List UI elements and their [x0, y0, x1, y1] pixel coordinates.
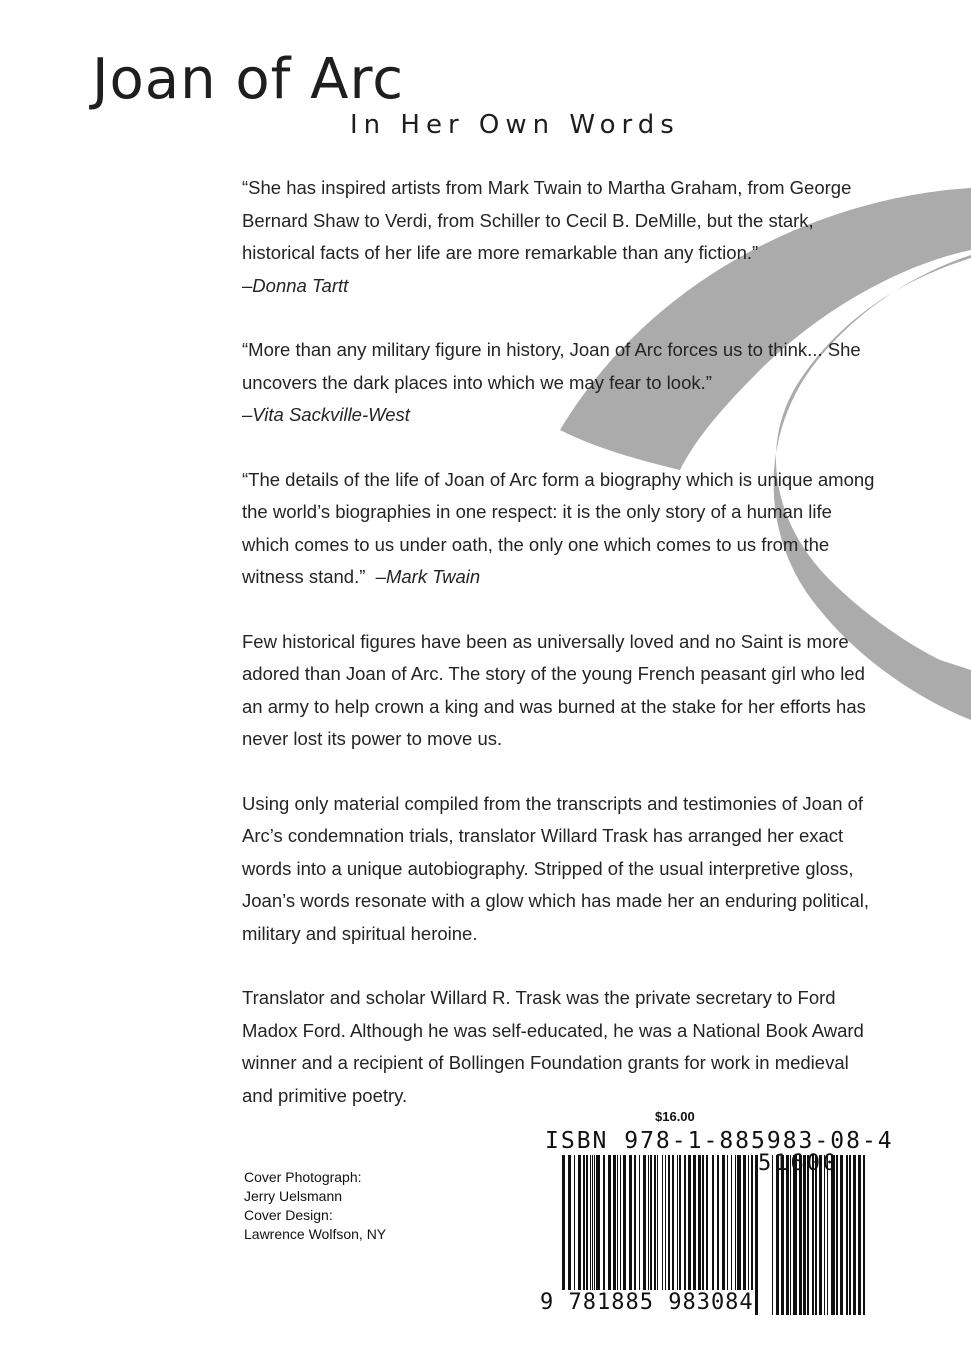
quote-author: –Donna Tartt	[242, 274, 349, 296]
quote-block	[242, 172, 882, 302]
description-paragraph: Using only material compiled from the transcripts and testimonies of Joan of Arc’s condemnation trials, translator Willard Trask has arranged her exact words into a unique autobiography. Stripped of the usual interpretive gloss, Joan’s words resonate with a glow which has made her an enduring political, military and spiritual heroine.	[242, 792, 869, 944]
quote-text: “The details of the life of Joan of Arc form a biography which is unique among the world’s biographies in one respect: it is the only story of a human life which comes to us under oath, the only one which comes to us from the witness stand.”	[242, 468, 875, 587]
barcode-bar	[846, 1155, 848, 1315]
barcode-bar	[812, 1155, 814, 1315]
barcode-bar	[790, 1155, 791, 1315]
barcode-bar	[776, 1155, 779, 1315]
addon-barcode-bars	[772, 1155, 865, 1315]
quote-text: “She has inspired artists from Mark Twain to Martha Graham, from George Bernard Shaw to Verdi, from Schiller to Cecil B. DeMille, but the stark, historical facts of her life are more remarkable than any fiction.”	[242, 177, 852, 263]
quote-author: –Vita Sackville-West	[242, 404, 410, 425]
translator-bio: Translator and scholar Willard R. Trask was the private secretary to Ford Madox Ford. Although he was self-educated, he was a National Book Award winner and a recipient of Bollingen Foundation grants for work in medieval and primitive poetry.	[242, 987, 864, 1106]
barcode-bar	[836, 1155, 838, 1315]
barcode-bar	[803, 1155, 806, 1315]
addon-digits: 51600	[758, 1151, 840, 1176]
quote-author: –Mark Twain	[375, 566, 481, 587]
barcode-bar	[799, 1155, 802, 1315]
barcode-bar	[840, 1155, 843, 1315]
barcode-bar	[858, 1155, 861, 1315]
barcode-bar	[772, 1155, 773, 1315]
quote-block	[242, 464, 882, 594]
book-title: Joan of Arc	[92, 47, 405, 112]
barcode-bar	[827, 1155, 828, 1315]
barcode-bar	[819, 1155, 822, 1315]
book-subtitle: In Her Own Words	[350, 110, 680, 140]
barcode-digits: 9 781885 983084	[540, 1290, 754, 1315]
barcode-bar	[824, 1155, 825, 1315]
barcode-bar	[793, 1155, 797, 1315]
description-paragraph: Few historical figures have been as universally loved and no Saint is more adored than Joan of Arc. The story of the young French peasant girl who led an army to help crown a king and was burned at the stake for her efforts has never lost its power to move us.	[242, 630, 866, 749]
barcode-bar	[755, 1155, 758, 1315]
design-credit-label: Cover Design:	[244, 1207, 333, 1223]
barcode-bar	[831, 1155, 835, 1315]
barcode-bar	[815, 1155, 817, 1315]
design-credit-name: Lawrence Wolfson, NY	[244, 1226, 387, 1242]
barcode-bar	[849, 1155, 851, 1315]
price-label: $16.00	[655, 1109, 695, 1124]
quote-block	[242, 334, 882, 432]
cover-credits	[244, 1168, 386, 1244]
quote-text: “More than any military figure in history, Joan of Arc forces us to think... She uncovers the dark places into which we may fear to look.”	[242, 339, 861, 393]
photo-credit-name: Jerry Uelsmann	[244, 1188, 343, 1204]
barcode-bar	[863, 1155, 865, 1315]
barcode-bar	[853, 1155, 856, 1315]
barcode-bar	[807, 1155, 809, 1315]
barcode-bar	[781, 1155, 784, 1315]
isbn-label: ISBN 978-1-885983-08-4	[545, 1128, 894, 1154]
photo-credit-label: Cover Photograph:	[244, 1169, 362, 1185]
back-cover-text	[242, 172, 882, 1144]
barcode-bar	[786, 1155, 789, 1315]
